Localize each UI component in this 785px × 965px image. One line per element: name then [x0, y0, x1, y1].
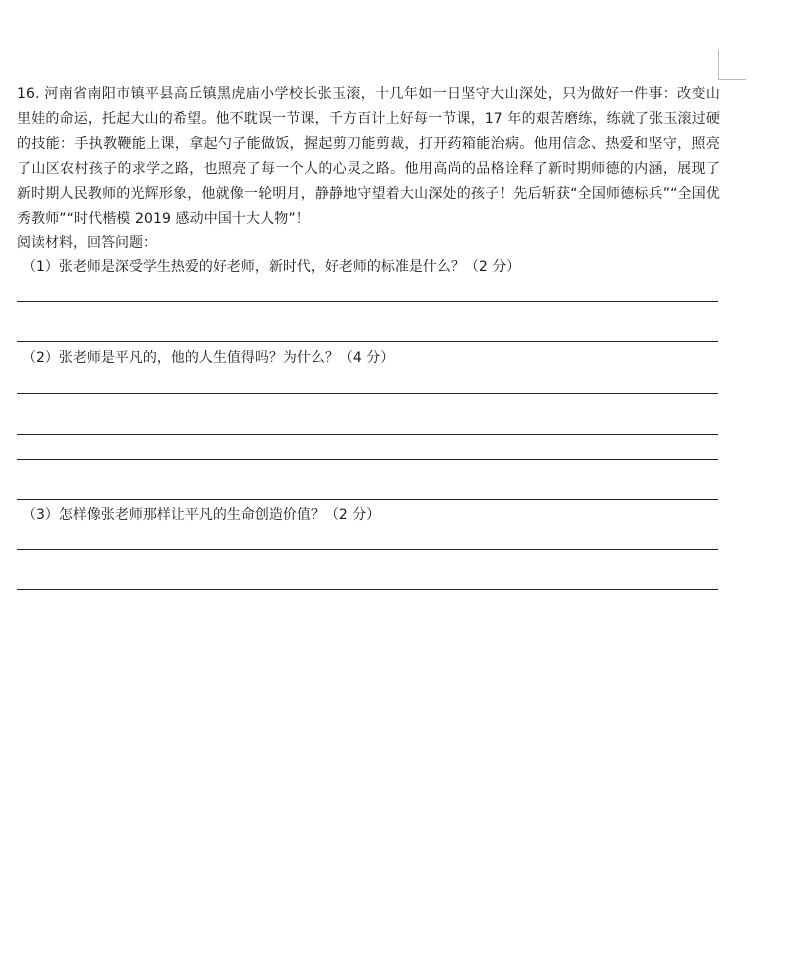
- answer-line: [17, 301, 718, 302]
- question-prompt: 阅读材料，回答问题：: [17, 235, 157, 251]
- answer-line: [17, 459, 718, 460]
- sub-question-2: （2）张老师是平凡的，他的人生值得吗？为什么？（4 分）: [22, 350, 395, 366]
- answer-line: [17, 393, 718, 394]
- answer-line: [17, 589, 718, 590]
- sub-question-1: （1）张老师是深受学生热爱的好老师，新时代，好老师的标准是什么？（2 分）: [22, 259, 521, 275]
- answer-line: [17, 341, 718, 342]
- page-corner-marker: [718, 50, 746, 80]
- answer-line: [17, 434, 718, 435]
- answer-line: [17, 549, 718, 550]
- question-passage: 16. 河南省南阳市镇平县高丘镇黑虎庙小学校长张玉滚，十几年如一日坚守大山深处，只为做好一件事：改变山里娃的命运，托起大山的希望。他不耽误一节课，千方百计上好每一节课，17 年的艰苦磨练，练就了张玉滚过硬的技能：手执教鞭能上课，拿起勺子能做饭，握起剪刀能剪裁，打开药箱能治病。他用信念、热爱和坚守，照亮了山区农村孩子的求学之路，也照亮了每一个人的心灵之路。他用高尚的品格诠释了新时期师德的内涵，展现了新时期人民教师的光辉形象，他就像一轮明月，静静地守望着大山深处的孩子！先后斩获“全国师德标兵”“全国优秀教师”“时代楷模 2019 感动中国十大人物”！: [17, 86, 720, 227]
- answer-line: [17, 499, 718, 500]
- sub-question-3: （3）怎样像张老师那样让平凡的生命创造价值？（2 分）: [22, 507, 381, 523]
